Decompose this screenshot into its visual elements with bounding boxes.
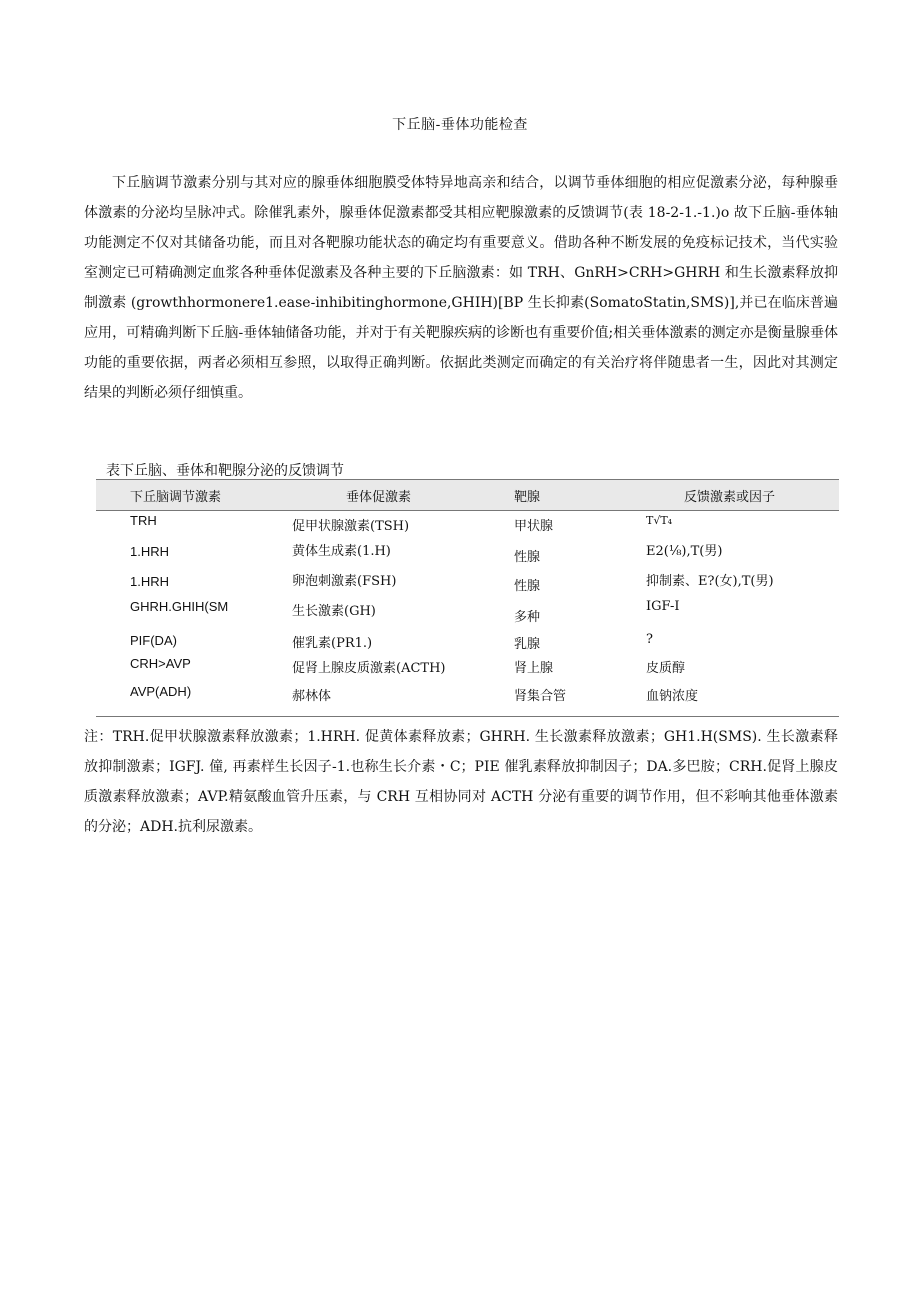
cell-feedback: 皮质醇 bbox=[646, 661, 686, 676]
cell-pituitary: 促肾上腺皮质激素(ACTH) bbox=[292, 661, 446, 676]
cell-target-gland: 肾集合管 bbox=[514, 689, 567, 704]
table-row bbox=[96, 632, 839, 656]
page-title: 下丘脑-垂体功能检查 bbox=[392, 117, 528, 133]
cell-target-gland: 性腺 bbox=[514, 579, 541, 594]
cell-hypothalamic: 1.HRH bbox=[130, 574, 170, 589]
header-target-gland: 靶腺 bbox=[514, 490, 541, 505]
table-body bbox=[96, 511, 839, 717]
cell-feedback: T√T₄ bbox=[646, 514, 673, 527]
cell-target-gland: 多种 bbox=[514, 610, 541, 625]
cell-target-gland: 甲状腺 bbox=[514, 519, 554, 534]
cell-hypothalamic: GHRH.GHIH(SM bbox=[130, 599, 229, 614]
cell-hypothalamic: AVP(ADH) bbox=[130, 684, 192, 699]
table-row bbox=[96, 656, 839, 680]
cell-pituitary: 催乳素(PR1.) bbox=[292, 636, 373, 651]
table-row bbox=[96, 599, 839, 623]
cell-feedback: IGF-I bbox=[646, 599, 680, 614]
cell-feedback: 血钠浓度 bbox=[646, 689, 699, 704]
cell-target-gland: 肾上腺 bbox=[514, 661, 554, 676]
feedback-table bbox=[96, 479, 839, 717]
table-footnote: 注：TRH.促甲状腺激素释放激素；1.HRH. 促黄体素释放素；GHRH. 生长激素释放激素；GH1.H(SMS). 生长激素释放抑制激素；IGFJ. 僮, 再素样生长因子-1.也称生长介素・C；PIE 催乳素释放抑制因子；DA.多巴胺；CRH.促肾上腺皮质激素释放激素；AVP.精氨酸血管升压素，与 CRH 互相协同对 ACTH 分泌有重要的调节作用，但不彩响其他垂体激素的分泌；ADH.抗利尿激素。 bbox=[84, 729, 838, 835]
cell-hypothalamic: 1.HRH bbox=[130, 544, 170, 559]
cell-hypothalamic: PIF(DA) bbox=[130, 633, 177, 648]
table-caption: 表下丘脑、垂体和靶腺分泌的反馈调节 bbox=[106, 463, 344, 479]
cell-hypothalamic: TRH bbox=[130, 513, 157, 528]
cell-feedback: ? bbox=[646, 632, 653, 647]
table-row bbox=[96, 540, 839, 564]
cell-pituitary: 促甲状腺激素(TSH) bbox=[292, 519, 410, 534]
header-pituitary: 垂体促激素 bbox=[346, 490, 412, 505]
cell-pituitary: 生长激素(GH) bbox=[292, 604, 376, 619]
table-row bbox=[96, 512, 839, 536]
table-row bbox=[96, 570, 839, 594]
cell-pituitary: 黄体生成素(1.H) bbox=[292, 544, 391, 559]
cell-feedback: 抑制素、E?(女),T(男) bbox=[646, 574, 774, 589]
table-header bbox=[96, 479, 839, 511]
cell-target-gland: 乳腺 bbox=[514, 637, 541, 652]
cell-pituitary: 郝林体 bbox=[292, 689, 332, 704]
cell-target-gland: 性腺 bbox=[514, 550, 541, 565]
header-hypothalamic: 下丘脑调节激素 bbox=[130, 490, 222, 505]
cell-hypothalamic: CRH>AVP bbox=[130, 656, 191, 671]
header-feedback: 反馈激素或因子 bbox=[684, 490, 776, 505]
cell-pituitary: 卵泡刺激素(FSH) bbox=[292, 574, 397, 589]
intro-paragraph: 下丘脑调节激素分别与其对应的腺垂体细胞膜受体特异地高亲和结合，以调节垂体细胞的相应促激素分泌，每种腺垂体激素的分泌均呈脉冲式。除催乳素外，腺垂体促激素都受其相应靶腺激素的反馈调节(表 18-2-1.-1.)o 故下丘脑-垂体轴功能测定不仅对其储备功能，而且对各靶腺功能状态的确定均有重要意义。借助各种不断发展的免疫标记技术，当代实验室测定已可精确测定血浆各种垂体促激素及各种主要的下丘脑激素：如 TRH、GnRH>CRH>GHRH 和生长激素释放抑制激素 (growthhormonere1.ease-inhibitinghormone,GHIH)[BP 生长抑素(SomatoStatin,SMS)],并已在临床普遍应用，可精确判断下丘脑-垂体轴储备功能，并对于有关靶腺疾病的诊断也有重要价值;相关垂体激素的测定亦是衡量腺垂体功能的重要依据，两者必须相互参照，以取得正确判断。依据此类测定而确定的有关治疗将伴随患者一生，因此对其测定结果的判断必须仔细慎重。 bbox=[84, 175, 838, 401]
cell-feedback: E2(⅛),T(男) bbox=[646, 544, 723, 559]
table-row bbox=[96, 683, 839, 707]
